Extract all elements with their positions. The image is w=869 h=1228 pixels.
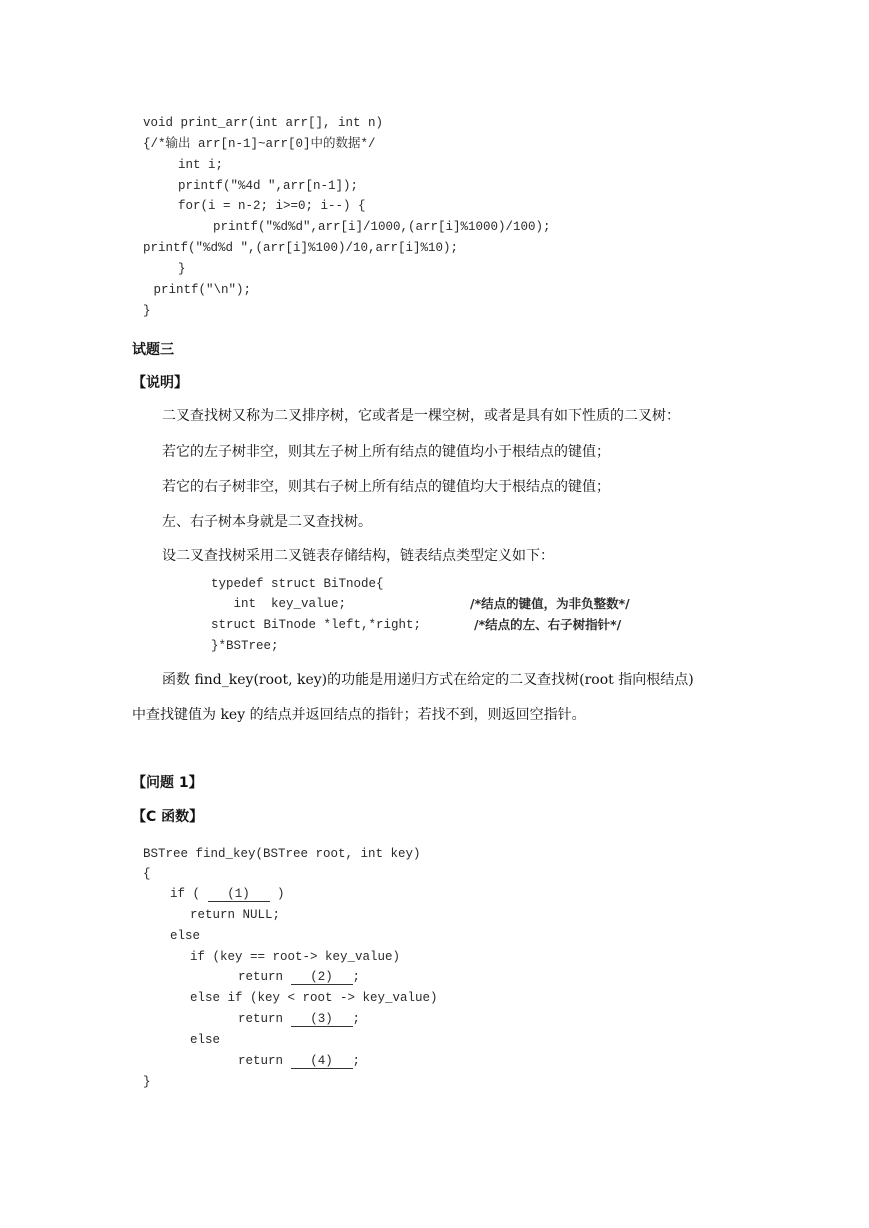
code-line: } (143, 304, 151, 318)
blank-1: (1) (208, 888, 270, 902)
code-comment: /*结点的左、右子树指针*/ (474, 617, 622, 632)
code-line: BSTree find_key(BSTree root, int key) (143, 847, 421, 861)
section-title: 试题三 (132, 342, 174, 358)
paragraph: 中查找键值为 key 的结点并返回结点的指针；若找不到，则返回空指针。 (132, 707, 586, 723)
code-line: else (170, 929, 201, 943)
c-function-heading: 【C 函数】 (132, 809, 204, 825)
code-line: } (163, 262, 186, 276)
code-text: ; (352, 1012, 361, 1026)
code-text: ; (352, 1054, 361, 1068)
code-line: for(i = n-2; i>=0; i--) { (163, 199, 366, 213)
blank-2: (2) (291, 971, 353, 985)
code-line (238, 971, 360, 985)
paragraph: 左、右子树本身就是二叉查找树。 (162, 514, 372, 530)
code-line: } (143, 1075, 151, 1089)
code-line: else (190, 1033, 221, 1047)
code-line: struct BiTnode *left,*right; (211, 618, 422, 632)
code-line: typedef struct BiTnode{ (211, 577, 384, 591)
code-line: return NULL; (190, 908, 281, 922)
code-text: return (238, 970, 291, 984)
blank-3: (3) (291, 1013, 353, 1027)
code-line: int i; (163, 158, 224, 172)
code-line: else if (key < root -> key_value) (190, 991, 438, 1005)
code-line: int key_value; (211, 597, 347, 611)
code-text: ; (352, 970, 361, 984)
code-text: if ( (170, 887, 208, 901)
code-line: printf("\n"); (146, 283, 252, 297)
code-line (238, 1013, 360, 1027)
code-line: { (143, 867, 151, 881)
paragraph: 若它的右子树非空，则其右子树上所有结点的键值均大于根结点的键值； (162, 479, 610, 495)
code-line: }*BSTree; (211, 639, 279, 653)
code-line: if (key == root-> key_value) (190, 950, 401, 964)
paragraph: 若它的左子树非空，则其左子树上所有结点的键值均小于根结点的键值； (162, 444, 610, 460)
code-line: void print_arr(int arr[], int n) (143, 116, 384, 130)
code-line (170, 888, 285, 902)
code-line (238, 1055, 360, 1069)
code-line (143, 138, 376, 151)
code-text: return (238, 1012, 291, 1026)
code-text: ) (269, 887, 285, 901)
code-text: return (238, 1054, 291, 1068)
code-comment: /*结点的键值，为非负整数*/ (470, 596, 630, 611)
paragraph: 函数 find_key(root, key)的功能是用递归方式在给定的二叉查找树(root 指向根结点) (162, 672, 694, 688)
code-line: printf("%d%d ",(arr[i]%100)/10,arr[i]%10); (143, 241, 459, 255)
paragraph: 二叉查找树又称为二叉排序树，它或者是一棵空树，或者是具有如下性质的二叉树： (162, 408, 680, 424)
code-line-text: {/*输出 arr[n-1]~arr[0]中的数据*/ (143, 137, 376, 151)
blank-4: (4) (291, 1055, 353, 1069)
question-heading: 【问题 1】 (132, 775, 203, 791)
code-line: printf("%d%d",arr[i]/1000,(arr[i]%1000)/100); (183, 220, 551, 234)
paragraph: 设二叉查找树采用二叉链表存储结构，链表结点类型定义如下： (162, 548, 554, 564)
code-line: printf("%4d ",arr[n-1]); (163, 179, 359, 193)
description-heading: 【说明】 (132, 375, 188, 391)
